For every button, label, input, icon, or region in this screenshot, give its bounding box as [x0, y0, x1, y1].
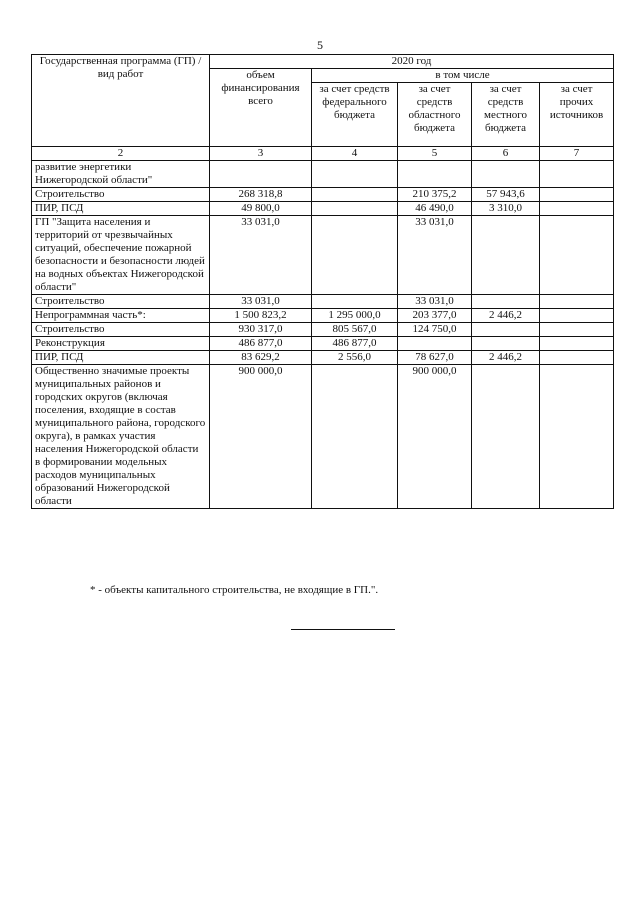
row-name: Общественно значимые проекты муниципальных районов и городских округов (включая поселения, входящие в состав муниципального района, городского округа), в рамках участия населения Нижегородской области в формировании модельных расходов муниципальных образований Нижегородской области [32, 365, 210, 509]
row-regional-value: 203 377,0 [398, 309, 472, 323]
row-other-value [540, 295, 614, 309]
header-other: за счет прочих источников [540, 83, 614, 147]
footnote: * - объекты капитального строительства, не входящие в ГП.". [90, 584, 379, 596]
row-federal-value: 486 877,0 [312, 337, 398, 351]
row-other-value [540, 351, 614, 365]
table-row [32, 295, 614, 309]
row-federal-value: 1 295 000,0 [312, 309, 398, 323]
row-other-value [540, 202, 614, 216]
header-local: за счет средств местного бюджета [472, 83, 540, 147]
header-year: 2020 год [210, 55, 614, 69]
row-local-value [472, 337, 540, 351]
row-total-value: 33 031,0 [210, 295, 312, 309]
col-number: 5 [398, 147, 472, 161]
header-including: в том числе [312, 69, 614, 83]
row-regional-value: 124 750,0 [398, 323, 472, 337]
header-total: объем финансирования всего [210, 69, 312, 147]
header-federal: за счет средств федерального бюджета [312, 83, 398, 147]
row-total-value: 83 629,2 [210, 351, 312, 365]
col-number: 2 [32, 147, 210, 161]
row-local-value: 2 446,2 [472, 309, 540, 323]
table-body [32, 161, 614, 509]
table-row [32, 323, 614, 337]
row-federal-value [312, 161, 398, 188]
row-name: Строительство [32, 188, 210, 202]
separator-line [291, 629, 395, 630]
column-number-row [32, 147, 614, 161]
row-total-value: 486 877,0 [210, 337, 312, 351]
row-name: развитие энергетики Нижегородской области" [32, 161, 210, 188]
row-federal-value [312, 188, 398, 202]
row-regional-value: 33 031,0 [398, 216, 472, 295]
table-row [32, 188, 614, 202]
row-total-value: 268 318,8 [210, 188, 312, 202]
row-total-value: 930 317,0 [210, 323, 312, 337]
row-local-value: 3 310,0 [472, 202, 540, 216]
row-name: Реконструкция [32, 337, 210, 351]
row-regional-value: 78 627,0 [398, 351, 472, 365]
row-local-value: 2 446,2 [472, 351, 540, 365]
row-local-value: 57 943,6 [472, 188, 540, 202]
row-other-value [540, 337, 614, 351]
table-row [32, 351, 614, 365]
row-regional-value [398, 337, 472, 351]
row-federal-value [312, 202, 398, 216]
row-other-value [540, 309, 614, 323]
row-regional-value: 33 031,0 [398, 295, 472, 309]
row-other-value [540, 323, 614, 337]
col-number: 6 [472, 147, 540, 161]
row-name: Непрограммная часть*: [32, 309, 210, 323]
table-row [32, 216, 614, 295]
row-name: ПИР, ПСД [32, 351, 210, 365]
row-federal-value [312, 365, 398, 509]
row-local-value [472, 323, 540, 337]
row-local-value [472, 295, 540, 309]
row-local-value [472, 161, 540, 188]
page-number: 5 [317, 38, 323, 52]
financing-table [31, 54, 614, 509]
row-local-value [472, 216, 540, 295]
row-name: ГП "Защита населения и территорий от чрезвычайных ситуаций, обеспечение пожарной безопасности и безопасности людей на водных объектах Нижегородской области" [32, 216, 210, 295]
col-number: 4 [312, 147, 398, 161]
row-other-value [540, 188, 614, 202]
row-total-value [210, 161, 312, 188]
row-total-value: 1 500 823,2 [210, 309, 312, 323]
table-row [32, 309, 614, 323]
row-other-value [540, 161, 614, 188]
row-other-value [540, 216, 614, 295]
row-name: Строительство [32, 323, 210, 337]
table-row [32, 365, 614, 509]
row-other-value [540, 365, 614, 509]
col-number: 7 [540, 147, 614, 161]
row-local-value [472, 365, 540, 509]
row-federal-value [312, 216, 398, 295]
table-row [32, 202, 614, 216]
row-total-value: 33 031,0 [210, 216, 312, 295]
row-regional-value: 46 490,0 [398, 202, 472, 216]
row-total-value: 900 000,0 [210, 365, 312, 509]
row-federal-value: 805 567,0 [312, 323, 398, 337]
row-federal-value [312, 295, 398, 309]
header-program: Государственная программа (ГП) / вид работ [32, 55, 210, 147]
row-name: Строительство [32, 295, 210, 309]
table-row [32, 161, 614, 188]
row-regional-value: 210 375,2 [398, 188, 472, 202]
row-federal-value: 2 556,0 [312, 351, 398, 365]
table-row [32, 337, 614, 351]
row-regional-value [398, 161, 472, 188]
row-total-value: 49 800,0 [210, 202, 312, 216]
header-regional: за счет средств областного бюджета [398, 83, 472, 147]
col-number: 3 [210, 147, 312, 161]
row-name: ПИР, ПСД [32, 202, 210, 216]
row-regional-value: 900 000,0 [398, 365, 472, 509]
